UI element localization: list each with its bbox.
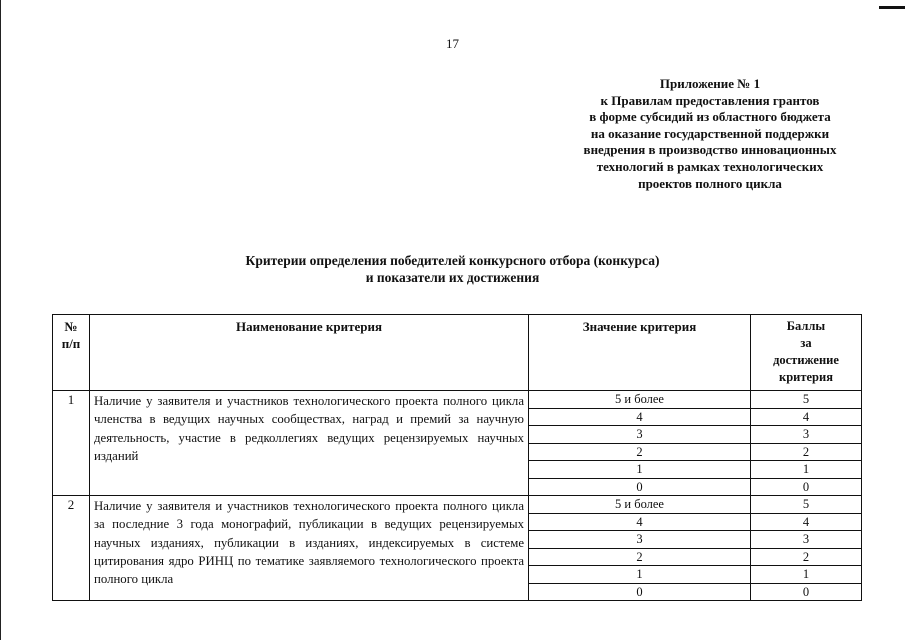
criterion-name: Наличие у заявителя и участников технологического проекта полного цикла за последние 3 года монографий, публикации в ведущих рецензируемых научных изданиях, публикации в изданиях, индексируемых в системе цитирования ядро РИНЦ по тематике заявляемого технологического проекта полного цикла — [90, 496, 529, 601]
criteria-table — [52, 314, 862, 601]
title-line: Критерии определения победителей конкурсного отбора (конкурса) — [245, 253, 660, 268]
header-number-abbr: п/п — [61, 336, 81, 351]
appendix-line: проектов полного цикла — [638, 175, 782, 191]
appendix-header — [520, 76, 900, 192]
appendix-line: в форме субсидий из областного бюджета — [589, 109, 831, 125]
scan-corner-mark — [879, 6, 905, 9]
criterion-value: 4 — [529, 513, 751, 531]
header-criterion-value: Значение критерия — [529, 315, 751, 391]
criterion-points: 2 — [751, 548, 862, 566]
criterion-points: 5 — [751, 496, 862, 514]
criterion-points: 3 — [751, 426, 862, 444]
criterion-value: 0 — [529, 478, 751, 496]
criterion-value: 0 — [529, 583, 751, 601]
criterion-points: 0 — [751, 583, 862, 601]
appendix-line: технологий в рамках технологических — [596, 158, 824, 174]
appendix-line: на оказание государственной поддержки — [590, 125, 830, 141]
table-row — [53, 391, 862, 409]
appendix-line: внедрения в производство инновационных — [583, 142, 837, 158]
header-number-symbol: № — [64, 319, 78, 334]
criterion-value: 5 и более — [529, 391, 751, 409]
table-row — [53, 496, 862, 514]
criterion-points: 5 — [751, 391, 862, 409]
criterion-points: 4 — [751, 513, 862, 531]
appendix-line: Приложение № 1 — [659, 76, 761, 91]
row-number: 2 — [53, 496, 90, 601]
criterion-value: 2 — [529, 548, 751, 566]
criterion-points: 3 — [751, 531, 862, 549]
criterion-value: 4 — [529, 408, 751, 426]
table-header-row — [53, 315, 862, 391]
page-number: 17 — [446, 36, 459, 51]
criterion-points: 0 — [751, 478, 862, 496]
criterion-value: 5 и более — [529, 496, 751, 514]
criterion-value: 1 — [529, 566, 751, 584]
criterion-points: 4 — [751, 408, 862, 426]
criterion-value: 1 — [529, 461, 751, 479]
header-number — [53, 315, 90, 391]
header-points: Баллы за достижение критерия — [751, 315, 862, 391]
criterion-value: 3 — [529, 426, 751, 444]
criterion-value: 3 — [529, 531, 751, 549]
criterion-points: 1 — [751, 461, 862, 479]
row-number: 1 — [53, 391, 90, 496]
criterion-name: Наличие у заявителя и участников технологического проекта полного цикла членства в ведущих научных сообществах, наград и премий за научную деятельность, участие в редколлегиях ведущих рецензируемых научных изданий — [90, 391, 529, 496]
header-criterion-name: Наименование критерия — [90, 315, 529, 391]
scan-left-edge — [0, 0, 1, 640]
document-title — [0, 253, 905, 286]
title-line: и показатели их достижения — [365, 269, 540, 285]
criterion-points: 2 — [751, 443, 862, 461]
criterion-value: 2 — [529, 443, 751, 461]
criterion-points: 1 — [751, 566, 862, 584]
appendix-line: к Правилам предоставления грантов — [600, 92, 820, 108]
